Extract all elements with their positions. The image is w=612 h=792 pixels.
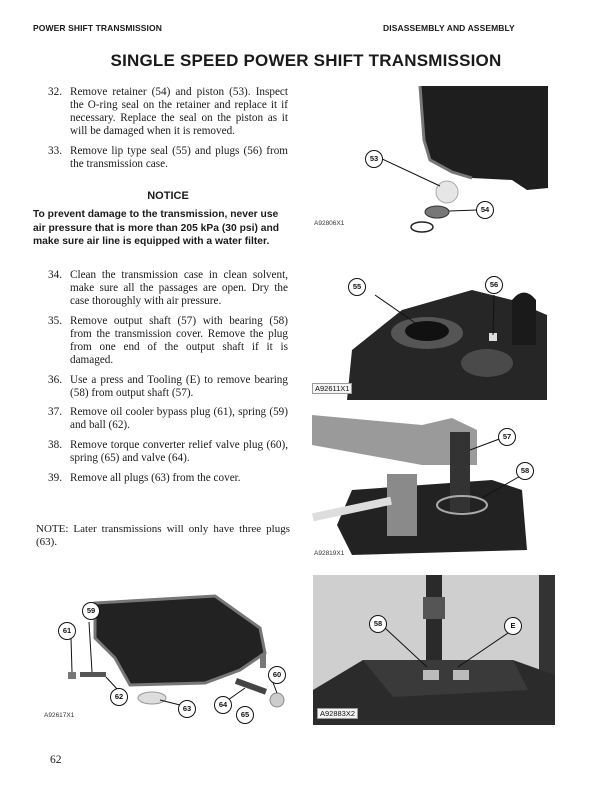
step-36 [48,374,288,400]
figure-cover-plugs [40,588,308,728]
step-text: Remove all plugs (63) from the cover. [70,472,241,484]
transmission-cover-photo [40,588,308,728]
figure-caption: A92883X2 [317,708,358,719]
step-number: 37. [48,406,62,418]
callout-58: 58 [516,462,534,480]
steps-group-b [48,269,288,407]
callout-64: 64 [214,696,232,714]
figure-caption: A92819X1 [314,550,345,557]
figure-caption: A92617X1 [44,712,75,719]
running-header-right: DISASSEMBLY AND ASSEMBLY [383,23,515,33]
callout-58: 58 [369,615,387,633]
step-35 [48,315,288,367]
step-38 [48,439,288,465]
callout-54: 54 [476,201,494,219]
step-number: 34. [48,269,62,281]
step-34 [48,269,288,308]
steps-group-a [48,86,288,178]
page-number: 62 [50,754,62,766]
step-33 [48,145,288,171]
step-number: 38. [48,439,62,451]
transmission-case-photo [312,80,557,240]
callout-59: 59 [82,602,100,620]
callout-60: 60 [268,666,286,684]
step-37 [48,406,288,432]
step-text: Remove retainer (54) and piston (53). Inspect the O-ring seal on the retainer and replace it if necessary. Replace the seal on the piston as it will be damaged when it is removed. [70,86,288,137]
figure-lip-seal-plugs [312,255,557,405]
running-header-left: POWER SHIFT TRANSMISSION [33,23,162,33]
step-number: 32. [48,86,62,98]
note-text: NOTE: Later transmissions will only have three plugs (63). [36,523,290,548]
page-title: SINGLE SPEED POWER SHIFT TRANSMISSION [110,51,502,70]
figure-caption: A92611X1 [312,383,352,394]
step-32 [48,86,288,138]
callout-62: 62 [110,688,128,706]
steps-group-c [48,406,288,492]
callout-53: 53 [365,150,383,168]
step-number: 39. [48,472,62,484]
output-shaft-removal-photo [312,410,557,568]
step-text: Use a press and Tooling (E) to remove bearing (58) from output shaft (57). [70,374,288,399]
figure-caption: A92806X1 [314,220,345,227]
step-39 [48,472,288,485]
step-text: Remove oil cooler bypass plug (61), spring (59) and ball (62). [70,406,288,431]
figure-retainer-piston [312,80,557,240]
callout-65: 65 [236,706,254,724]
step-text: Remove lip type seal (55) and plugs (56) from the transmission case. [70,145,288,170]
callout-e: E [504,617,522,635]
step-text: Remove torque converter relief valve plug (60), spring (65) and valve (64). [70,439,288,464]
figure-press-tooling [313,575,555,725]
step-number: 36. [48,374,62,386]
notice-body: To prevent damage to the transmission, never use air pressure that is more than 205 kPa (30 psi) and make sure air line is equipped with a water filter. [33,209,280,247]
step-number: 33. [48,145,62,157]
step-number: 35. [48,315,62,327]
step-text: Remove output shaft (57) with bearing (58) from the transmission cover. Remove the plug from one end of the output shaft if it is damaged. [70,315,288,366]
callout-63: 63 [178,700,196,718]
callout-56: 56 [485,276,503,294]
figure-output-shaft [312,410,557,568]
press-tooling-photo [313,575,555,725]
callout-61: 61 [58,622,76,640]
notice-heading: NOTICE [147,190,189,202]
callout-57: 57 [498,428,516,446]
step-text: Clean the transmission case in clean solvent, make sure all the passages are open. Dry the case thoroughly with air pressure. [70,269,288,307]
callout-55: 55 [348,278,366,296]
